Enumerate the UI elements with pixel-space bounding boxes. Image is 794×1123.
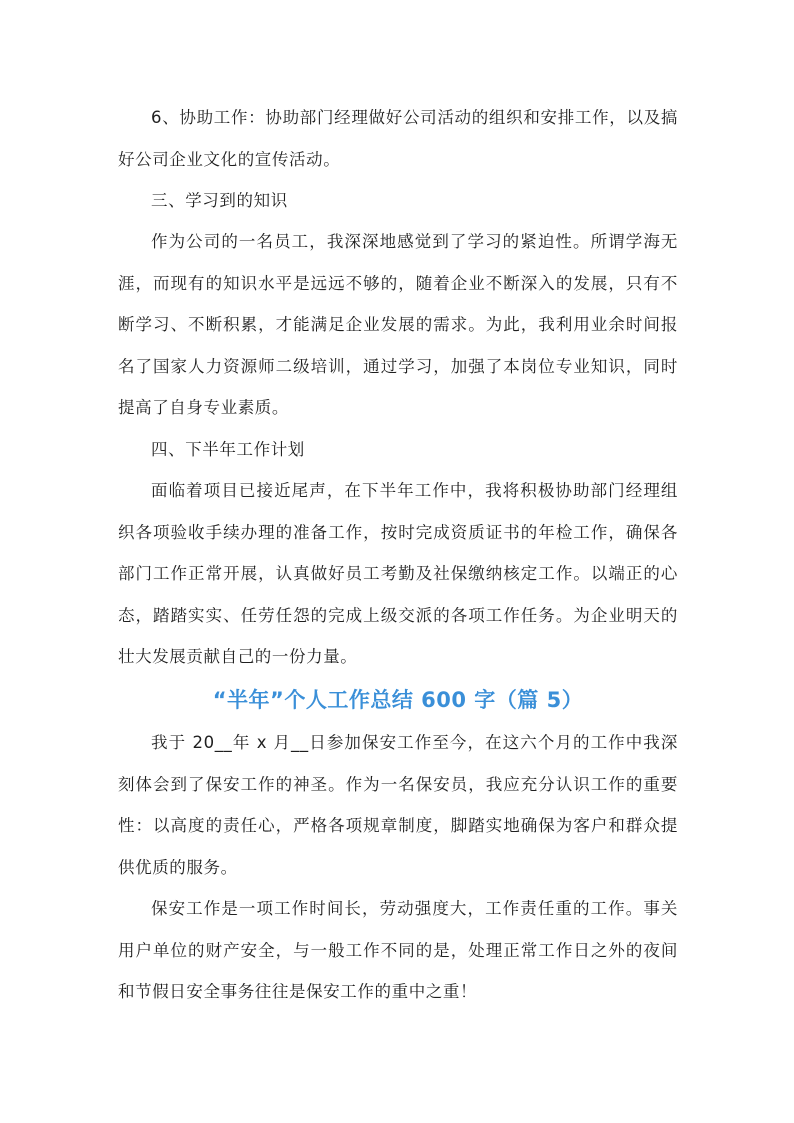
heading-knowledge-learned: 三、学习到的知识 (151, 191, 288, 210)
paragraph-assist-work: 6、协助工作：协助部门经理做好公司活动的组织和安排工作，以及搞好公司企业文化的宣传活动。 (118, 108, 678, 169)
paragraph-security-duties: 保安工作是一项工作时间长，劳动强度大，工作责任重的工作。事关用户单位的财产安全，与一般工作不同的是，处理正常工作日之外的夜间和节假日安全事务往往是保安工作的重中之重！ (118, 899, 678, 1001)
paragraph-knowledge-learned: 作为公司的一名员工，我深深地感觉到了学习的紧迫性。所谓学海无涯，而现有的知识水平是远远不够的，随着企业不断深入的发展，只有不断学习、不断积累，才能满足企业发展的需求。为此，我利用业余时间报名了国家人力资源师二级培训，通过学习，加强了本岗位专业知识，同时提高了自身专业素质。 (118, 232, 678, 417)
paragraph-security-intro: 我于 20__年 x 月__日参加保安工作至今，在这六个月的工作中我深刻体会到了保安工作的神圣。作为一名保安员，我应充分认识工作的重要性：以高度的责任心，严格各项规章制度，脚踏实地确保为客户和群众提供优质的服务。 (118, 733, 678, 877)
paragraph-second-half-plan: 面临着项目已接近尾声，在下半年工作中，我将积极协助部门经理组织各项验收手续办理的准备工作，按时完成资质证书的年检工作，确保各部门工作正常开展，认真做好员工考勤及社保缴纳核定工作。以端正的心态，踏踏实实、任劳任怨的完成上级交派的各项工作任务。为企业明天的壮大发展贡献自己的一份力量。 (118, 481, 678, 666)
heading-second-half-plan: 四、下半年工作计划 (151, 440, 305, 459)
section-title: “半年”个人工作总结 600 字（篇 5） (212, 688, 584, 712)
